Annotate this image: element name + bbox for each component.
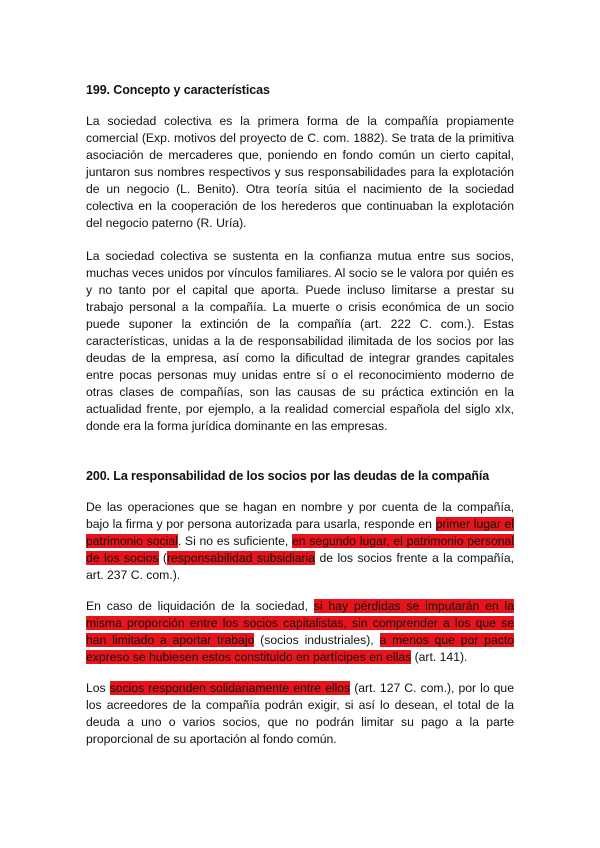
text-run: de los socios frente a la compañía, art. 237 C. com.). [86,551,514,582]
paragraph-liquidacion [86,598,514,666]
highlight-patrimonio-social: primer lugar el patrimonio social [86,517,514,548]
paragraph-operaciones [86,499,514,584]
text-run: De las operaciones que se hagan en nombre y por cuenta de la compañía, bajo la firma y por persona autorizada para usarla, responde en [86,500,514,531]
paragraph-solidaridad [86,680,514,748]
document-page [86,82,514,762]
text-run: ( [158,551,167,565]
text-run: Los [86,681,110,695]
text-run: (socios industriales), [254,633,380,647]
section-title-concepto: 199. Concepto y características [86,83,270,97]
paragraph-origen: La sociedad colectiva es la primera forma de la compañía propiamente comercial (Exp. motivos del proyecto de C. com. 1882). Se trata de la primitiva asociación de mercaderes que, poniendo en fondo común un cierto capital, juntaron sus nombres respectivos y sus responsabilidades para la explotación de un negocio (L. Benito). Otra teoría sitúa el nacimiento de la sociedad colectiva en la cooperación de los herederos que continuaban la explotación del negocio paterno (R. Uría). [86,114,514,230]
paragraph-confianza: La sociedad colectiva se sustenta en la confianza mutua entre sus socios, muchas veces unidos por vínculos familiares. Al socio se le valora por quién es y no tanto por el capital que aporta. Puede incluso limitarse a prestar su trabajo personal a la compañía. La muerte o crisis económica de un socio puede suponer la extinción de la compañía (art. 222 C. com.). Estas características, unidas a la de responsabilidad ilimitada de los socios por las deudas de la empresa, así como la dificultad de integrar grandes capitales entre pocas personas muy unidas entre sí o el reconocimiento moderno de otras clases de compañías, son las causas de su práctica extinción en la actualidad frente, por ejemplo, a la realidad comercial española del siglo xIx, donde era la forma jurídica dominante en las empresas. [86,249,514,433]
text-run: (art. 127 C. com.), por lo que los acreedores de la compañía podrán exigir, si así lo desean, el total de la deuda a uno o varios socios, que no podrán limitar su pago a la parte proporcional de su aportación al fondo común. [86,681,514,746]
highlight-pacto-expreso: a menos que por pacto expreso se hubiesen estos constituido en partícipes en ellas [86,633,514,664]
section-title-responsabilidad: 200. La responsabilidad de los socios por las deudas de la compañía [86,469,490,483]
highlight-solidariamente: socios responden solidariamente entre ellos [109,681,351,695]
text-run: (art. 141). [411,650,468,664]
text-run: En caso de liquidación de la sociedad, [86,599,314,613]
highlight-perdidas: si hay pérdidas se imputarán en la misma proporción entre los socios capitalistas, sin comprender a los que se han limitado a aportar trabajo [86,599,514,647]
highlight-responsabilidad-subsidiaria: responsabilidad subsidiaria [167,551,316,565]
text-run: . Si no es suficiente, [177,534,293,548]
highlight-patrimonio-personal: en segundo lugar, el patrimonio personal de los socios [86,534,514,565]
